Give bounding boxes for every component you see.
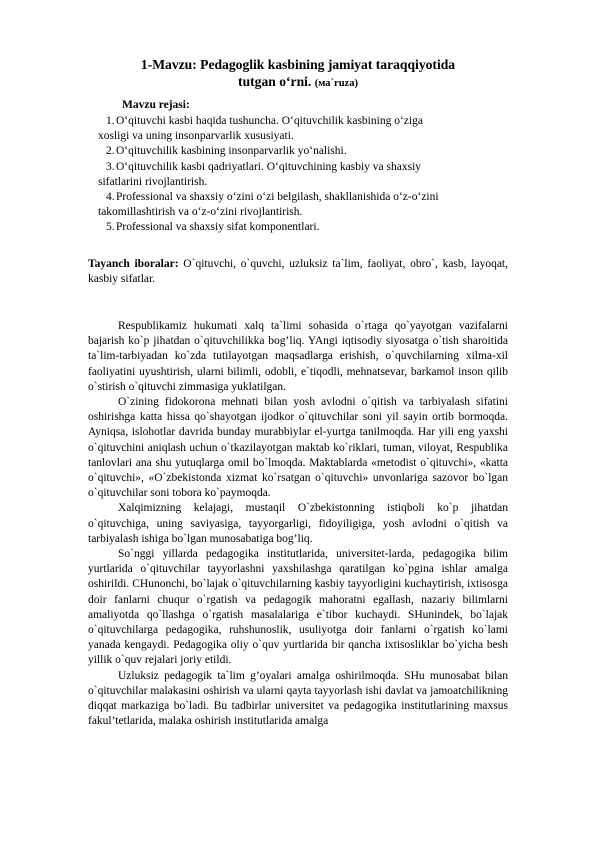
plan-item-rest: sifatlarini rivojlantirish. bbox=[98, 175, 208, 188]
title-line-1: 1-Mavzu: Pedagoglik kasbining jamiyat taraqqiyotida bbox=[140, 57, 456, 72]
plan-item bbox=[88, 114, 508, 144]
plan-item-number: 5. bbox=[106, 221, 115, 234]
paragraph: Respublikamiz hukumati xalq ta`limi sohasida o`rtaga qo`yayotgan vazifalarni bajarish ko`p jihatdan o`qituvchilikka bog’liq. YAngi iqtisodiy siyosatga o`tish sharoitida ta`lim-tarbiyadan ko`zda tutilayotgan maqsadlarga erishish, o`quvchilarning xilma-xil faoliyatini uyushtirish, ularni bilimli, odobli, e`tiqodli, mehnatsevar, barkamol inson qilib o`stirish o`qituvchi zimmasiga yuklatilgan. bbox=[88, 320, 508, 393]
plan-item-first: O‘qituvchilik kasbi qadriyatlari. O‘qituvchining kasbiy va shaxsiy bbox=[116, 160, 422, 173]
page-title bbox=[60, 57, 536, 92]
key-terms-text: O`qituvchi, o`quvchi, uzluksiz ta`lim, faoliyat, obro`, kasb, layoqat, kasbiy sifatlar. bbox=[88, 258, 509, 286]
plan-item-first: Professional va shaxsiy o‘zini o‘zi belgilash, shakllanishida o‘z-o‘zini bbox=[116, 191, 439, 204]
paragraph: So`nggi yillarda pedagogika institutlarida, universitet-larda, pedagogika bilim yurtlarida o`qituvchilar tayyorlashni yaxshilashga qaratilgan ko`pgina ishlar amalga oshirildi. CHunonchi, bo`lajak o`qituvchilarning kasbiy tayyorligini kuchaytirish, ixtisosga doir fanlarni chuqur o`rgatish va pedagogik mahoratni egallash, nazariy bilimlarni amaliyotda qo`llashga o`rgatish masalalariga e`tibor kuchaydi. SHunindek, bo`lajak o`qituvchilarga pedagogika, ruhshunoslik, usuliyotga doir fanlarni o`rgatish ko`lami yanada kengaydi. Pedagogika oliy o`quv yurtlarida bir qancha ixtisosliklar bo`yicha besh yillik o`quv rejalari joriy etildi. bbox=[88, 548, 508, 667]
plan-item-rest: xosligi va uning insonparvarlik xususiyati. bbox=[98, 130, 294, 143]
title-line-2-text: tutgan o‘rni. bbox=[238, 73, 312, 89]
title-line-2 bbox=[60, 74, 536, 93]
body-text bbox=[88, 319, 508, 729]
plan-heading: Mavzu rejasi: bbox=[122, 99, 190, 111]
plan-item-number: 4. bbox=[106, 191, 115, 204]
key-terms bbox=[88, 257, 508, 287]
plan-item bbox=[88, 190, 508, 220]
plan-list bbox=[88, 114, 508, 236]
key-terms-label: Tayanch iboralar: bbox=[88, 258, 179, 270]
plan-item-rest: takomillashtirish va o‘z-o‘zini rivojlantirish. bbox=[98, 206, 303, 219]
paragraph: O`zining fidokorona mehnati bilan yosh avlodni o`qitish va tarbiyalash sifatini oshirishga katta hissa qo`shayotgan ijodkor o`qituvchilar soni yil sayin ortib bormoqda. Ayniqsa, islohotlar davrida bunday murabbiylar el-yurtga tanilmoqda. Har yili eng yaxshi o`qituvchini aniqlash uchun o`tkazilayotgan maktab ko`riklari, tuman, viloyat, Respublika tanlovlari ana shu yutuqlarga omil bo`lmoqda. Maktablarda «metodist o`qituvchi», «katta o`qituvchi», «O`zbekistonda xizmat ko`rsatgan o`qituvchi» unvonlariga sazovor bo`lgan o`qituvchilar soni tobora ko`paymoqda. bbox=[88, 396, 508, 500]
paragraph: Uzluksiz pedagogik ta`lim g’oyalari amalga oshirilmoqda. SHu munosabat bilan o`qituvchilar malakasini oshirish va ularni qayta tayyorlash ishi davlat va jamoatchilikning diqqat markaziga bo`ladi. Bu tadbirlar universitet va pedagogika institutlarining maxsus fakul’tetlarida, malaka oshirish institutlarida amalga bbox=[88, 669, 508, 728]
plan-item-first: Professional va shaxsiy sifat komponentlari. bbox=[116, 221, 320, 234]
plan-item-first: O‘qituvchilik kasbining insonparvarlik yo‘nalishi. bbox=[116, 145, 347, 158]
paragraph: Xalqimizning kelajagi, mustaqil O`zbekistonning istiqboli ko`p jihatdan o`qituvchiga, uning saviyasiga, tayyorgarligi, fidoyiligiga, yosh avlodni o`qitish va tarbiyalash ishiga bo`lgan munosabatiga bog’liq. bbox=[88, 502, 508, 545]
plan-item bbox=[88, 144, 508, 159]
plan-item-number: 2. bbox=[106, 145, 115, 158]
plan-item-number: 3. bbox=[106, 160, 115, 173]
plan-item-number: 1. bbox=[106, 115, 115, 127]
plan-item-first: O‘qituvchi kasbi haqida tushuncha. O‘qituvchilik kasbining o‘ziga bbox=[116, 115, 423, 127]
plan-item bbox=[88, 160, 508, 190]
title-badge: (ма`ruza) bbox=[314, 77, 358, 89]
plan-item bbox=[88, 220, 508, 235]
